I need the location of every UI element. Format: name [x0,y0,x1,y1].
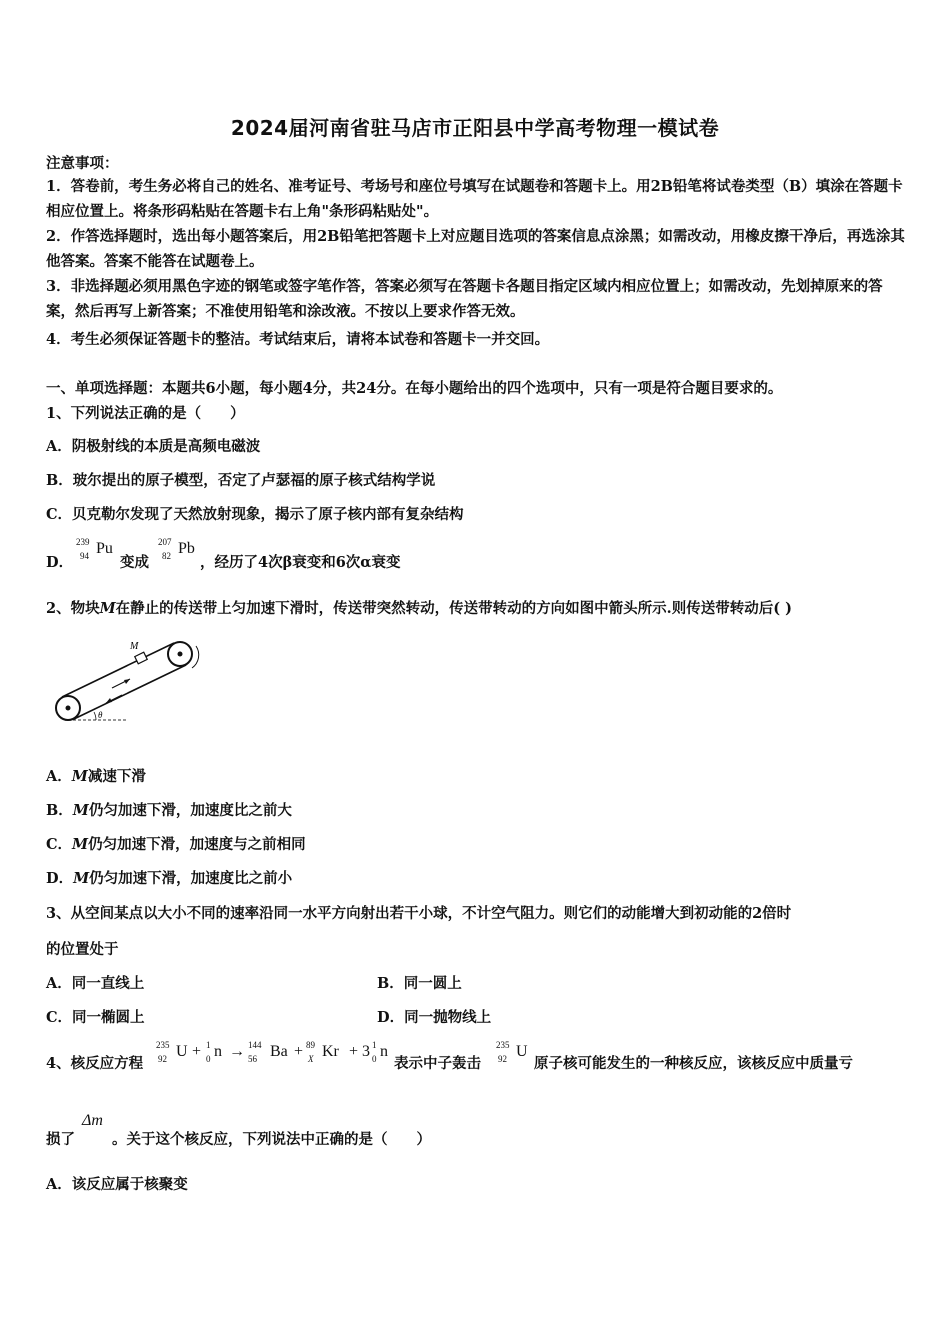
nuclide-u235 [156,1040,196,1070]
belt-arrow-lower-head [106,698,112,703]
q2-stem [46,597,792,618]
q2-d-text: 仍匀加速下滑，加速度比之前小 [89,870,293,887]
q2-option-b [46,799,292,820]
kr-symbol: Kr [322,1043,339,1060]
q2-stem-m: M [99,600,116,617]
n2-z: 0 [372,1054,377,1064]
notice-heading: 注意事项： [46,155,119,172]
nuclide-pb [158,537,206,567]
q3-option-a: A．同一直线上 [46,975,145,992]
q2-option-c [46,833,306,854]
nuclide-n [204,1040,228,1070]
conveyor-belt-figure [50,632,210,727]
plus-2: + [294,1043,304,1060]
u2-z: 92 [498,1054,507,1064]
n-mass: 1 [206,1040,211,1050]
n2-symbol: n [380,1043,388,1060]
q2-b-text: 仍匀加速下滑，加速度比之前大 [88,802,292,819]
q4-stem-mid: 表示中子轰击 [394,1055,481,1072]
q4-stem-line1 [46,1038,926,1074]
q2-option-d [46,867,292,888]
q2-stem-post: 在静止的传送带上匀加速下滑时，传送带突然转动，传送带转动的方向如图中箭头所示.则传送带转动后( ) [115,600,792,617]
belt-bottom [74,665,186,719]
u-mass: 235 [156,1040,170,1050]
plus-1: + [192,1043,202,1060]
nuclide-kr [304,1040,346,1070]
q2-b-label: B． [46,802,73,819]
ba-mass: 144 [248,1040,262,1050]
u2-mass: 235 [496,1040,510,1050]
q2-d-label: D． [46,870,74,887]
upper-pulley-axle [178,652,183,657]
q2-c-m: M [72,836,89,853]
belt-arrow-upper-head [124,679,130,684]
pu-symbol: Pu [96,540,113,557]
n-symbol: n [214,1043,222,1060]
belt-top [62,643,174,697]
q2-a-text: 减速下滑 [87,768,146,785]
q4-line2-pre: 损了 [46,1131,75,1148]
n-z: 0 [206,1054,211,1064]
q3-option-d: D．同一抛物线上 [377,1009,492,1026]
q2-b-m: M [72,802,89,819]
theta-label: θ [98,710,103,720]
n2-mass: 1 [372,1040,377,1050]
rotation-arrow-icon [192,646,199,668]
page-title: 2024届河南省驻马店市正阳县中学高考物理一模试卷 [230,116,720,140]
notice-item-4: 4．考生必须保证答题卡的整洁。考试结束后，请将本试卷和答题卡一并交回。 [46,331,550,348]
notice-item-3: 3．非选择题必须用黑色字迹的钢笔或签字笔作答，答案必须写在答题卡各题目指定区域内相应位置上；如需改动，先划掉原来的答案，然后再写上新答案；不准使用铅笔和涂改液。不按以上要求作答无效。 [46,278,883,320]
q4-option-a: A．该反应属于核聚变 [46,1176,188,1193]
q2-a-label: A． [46,768,72,785]
pb-mass: 207 [158,537,172,547]
q1-option-a: A．阴极射线的本质是高频电磁波 [46,438,261,455]
pu-z: 94 [80,551,89,561]
kr-mass: 89 [306,1040,315,1050]
q4-line2-post: 。关于这个核反应，下列说法中正确的是（ ） [112,1131,431,1148]
block-m [135,652,147,664]
q1-d-mid: 变成 [120,554,149,571]
block-m-label: M [130,641,139,652]
q2-stem-pre: 2、物块 [46,600,100,617]
pb-z: 82 [162,551,171,561]
q2-d-m: M [73,870,90,887]
q2-c-text: 仍匀加速下滑，加速度与之前相同 [88,836,306,853]
q1-d-tail: ，经历了4次β衰变和6次α衰变 [200,554,401,571]
nuclide-ba [248,1040,294,1070]
arrow-icon: → [229,1043,245,1060]
plus-3: + [349,1043,359,1060]
q2-option-a [46,765,146,786]
u2-symbol: U [516,1043,528,1060]
q3-option-c: C．同一椭圆上 [46,1009,145,1026]
q4-stem-post: 原子核可能发生的一种核反应，该核反应中质量亏 [534,1055,853,1072]
q1-stem: 1、下列说法正确的是（ ） [46,405,245,422]
q3-stem-line2: 的位置处于 [46,941,119,958]
lower-pulley-axle [66,706,71,711]
pu-mass: 239 [76,537,90,547]
coefficient: 3 [362,1043,370,1060]
ba-symbol: Ba [270,1043,288,1060]
delta-m: Δm [82,1112,103,1129]
theta-arc [94,712,96,720]
kr-z: X [308,1054,314,1064]
nuclide-pu [76,537,124,567]
nuclide-u235-2 [496,1040,536,1070]
section-heading: 一、单项选择题：本题共6小题，每小题4分，共24分。在每小题给出的四个选项中，只有一项是符合题目要求的。 [46,380,783,397]
q1-option-c: C．贝克勒尔发现了天然放射现象，揭示了原子核内部有复杂结构 [46,506,464,523]
q2-c-label: C． [46,836,73,853]
q1-d-label: D． [46,554,74,571]
q3-option-b: B．同一圆上 [377,975,462,992]
pb-symbol: Pb [178,540,195,557]
q4-stem-pre: 4、核反应方程 [46,1055,144,1072]
notice-item-1: 1．答卷前，考生务必将自己的姓名、准考证号、考场号和座位号填写在试题卷和答题卡上。用2B铅笔将试卷类型（B）填涂在答题卡相应位置上。将条形码粘贴在答题卡右上角"条形码粘贴处"。 [46,178,903,220]
u-z: 92 [158,1054,167,1064]
nuclide-n2 [370,1040,394,1070]
q2-a-m: M [71,768,88,785]
q1-option-b: B．玻尔提出的原子模型，否定了卢瑟福的原子核式结构学说 [46,472,436,489]
notice-item-2: 2．作答选择题时，选出每小题答案后，用2B铅笔把答题卡上对应题目选项的答案信息点涂黑；如需改动，用橡皮擦干净后，再选涂其他答案。答案不能答在试题卷上。 [46,228,905,270]
q3-stem-line1: 3、从空间某点以大小不同的速率沿同一水平方向射出若干小球，不计空气阻力。则它们的动能增大到初动能的2倍时 [46,905,792,922]
ba-z: 56 [248,1054,257,1064]
u-symbol: U [176,1043,188,1060]
